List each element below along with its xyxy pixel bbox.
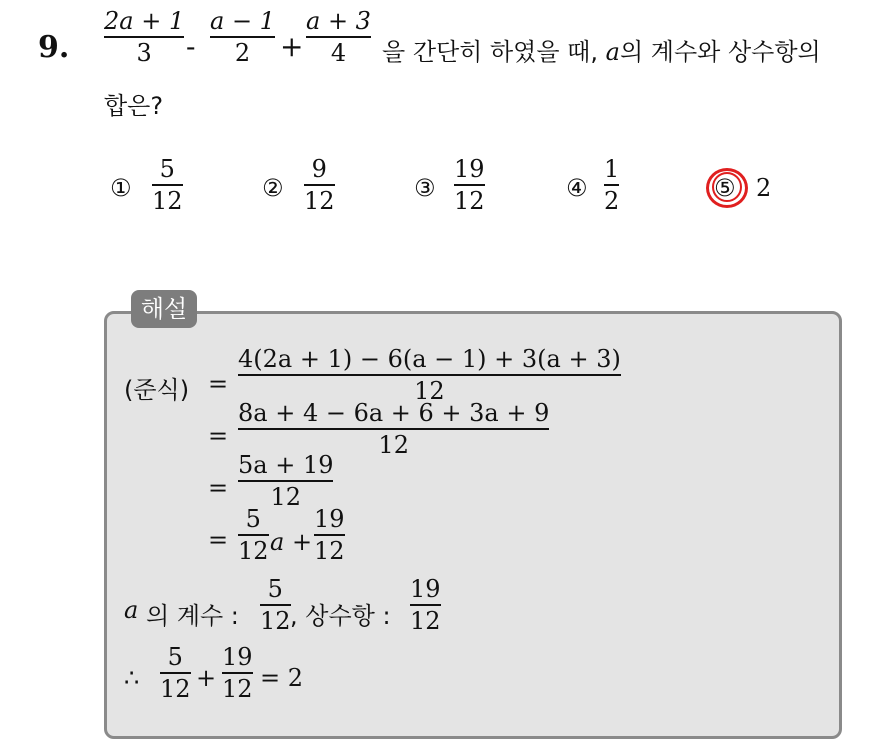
question-text-line2: 합은? xyxy=(104,92,164,120)
sum-result: = 2 xyxy=(260,664,304,692)
fraction-bar xyxy=(152,184,183,186)
fraction-bar xyxy=(306,36,371,38)
fraction-bar xyxy=(454,184,485,186)
choice-4-fraction[interactable] xyxy=(604,156,619,215)
fraction-term3 xyxy=(306,8,371,67)
equals-sign-1: = xyxy=(208,370,229,398)
fraction-term2 xyxy=(210,8,275,67)
fraction-bar xyxy=(314,534,345,536)
question-text-line1 xyxy=(382,32,821,67)
denominator: 12 xyxy=(378,431,409,460)
sum-term-a xyxy=(160,644,191,703)
numerator: 19 xyxy=(454,155,485,183)
question-text-part2: 의 계수와 상수항의 xyxy=(619,38,821,66)
choice-2-marker[interactable]: ② xyxy=(262,174,284,202)
denominator: 2 xyxy=(604,187,620,216)
fraction-bar xyxy=(210,36,275,38)
coef-variable-a: a xyxy=(124,596,139,624)
choice-5-marker[interactable]: ⑤ xyxy=(714,174,736,202)
denominator: 4 xyxy=(330,39,347,68)
solution-lhs-label: (준식) xyxy=(124,376,190,404)
denominator: 12 xyxy=(270,483,302,512)
operator-plus: + xyxy=(280,30,304,63)
choice-4-marker[interactable]: ④ xyxy=(566,174,588,202)
therefore-symbol: ∴ xyxy=(124,664,140,692)
numerator: 5 xyxy=(267,575,283,603)
coef-label: 의 계수 : xyxy=(146,602,239,630)
sum-term-b xyxy=(222,644,253,703)
numerator: 19 xyxy=(410,575,441,603)
solution-tag: 해설 xyxy=(131,290,197,328)
denominator: 2 xyxy=(234,39,251,68)
numerator: 1 xyxy=(604,155,620,183)
numerator: 5a + 19 xyxy=(238,451,334,479)
fraction-bar xyxy=(238,428,549,430)
choice-3-marker[interactable]: ③ xyxy=(414,174,436,202)
solution-step-3 xyxy=(238,452,333,511)
fraction-bar xyxy=(238,534,269,536)
denominator: 12 xyxy=(260,607,291,636)
denominator: 3 xyxy=(136,39,152,68)
numerator: 9 xyxy=(311,155,327,183)
choice-2-fraction[interactable] xyxy=(304,156,335,215)
operator-minus: - xyxy=(186,30,196,63)
equals-sign-2: = xyxy=(208,422,229,450)
numerator: 8a + 4 − 6a + 6 + 3a + 9 xyxy=(238,399,550,427)
numerator: a − 1 xyxy=(210,7,275,35)
numerator: 19 xyxy=(314,505,345,533)
fraction-bar xyxy=(238,374,621,376)
solution-step-2 xyxy=(238,400,549,459)
fraction-bar xyxy=(160,672,191,674)
fraction-bar xyxy=(260,604,291,606)
const-value xyxy=(410,576,441,635)
solution-step-4-coef xyxy=(238,506,269,565)
choice-1-fraction[interactable] xyxy=(152,156,183,215)
solution-step-4-var: a + xyxy=(270,528,313,556)
choice-1-marker[interactable]: ① xyxy=(110,174,132,202)
numerator: 4(2a + 1) − 6(a − 1) + 3(a + 3) xyxy=(238,345,621,373)
choice-5-value[interactable]: 2 xyxy=(756,174,772,202)
fraction-bar xyxy=(222,672,253,674)
fraction-term1 xyxy=(104,8,184,67)
denominator: 12 xyxy=(304,187,335,216)
denominator: 12 xyxy=(414,377,445,406)
denominator: 12 xyxy=(238,537,269,566)
coef-value xyxy=(260,576,291,635)
equals-sign-3: = xyxy=(208,474,229,502)
sum-plus: + xyxy=(196,664,217,692)
denominator: 12 xyxy=(454,187,485,216)
numerator: 2a + 1 xyxy=(104,7,185,35)
numerator: 5 xyxy=(245,505,261,533)
fraction-bar xyxy=(304,184,335,186)
equals-sign-4: = xyxy=(208,526,229,554)
denominator: 12 xyxy=(160,675,191,704)
denominator: 12 xyxy=(152,187,183,216)
numerator: 5 xyxy=(167,643,183,671)
fraction-bar xyxy=(410,604,441,606)
denominator: 12 xyxy=(314,537,345,566)
solution-step-4-const xyxy=(314,506,345,565)
question-number: 9. xyxy=(38,30,70,65)
numerator: 19 xyxy=(222,643,253,671)
denominator: 12 xyxy=(410,607,441,636)
variable-a: a xyxy=(605,38,620,66)
fraction-bar xyxy=(238,480,333,482)
numerator: 5 xyxy=(159,155,175,183)
fraction-bar xyxy=(604,184,619,186)
const-label: , 상수항 : xyxy=(290,602,391,630)
denominator: 12 xyxy=(222,675,253,704)
solution-step-1 xyxy=(238,346,621,405)
choice-3-fraction[interactable] xyxy=(454,156,485,215)
fraction-bar xyxy=(104,36,184,38)
question-text-part1: 을 간단히 하였을 때, xyxy=(382,38,598,66)
numerator: a + 3 xyxy=(306,7,371,35)
